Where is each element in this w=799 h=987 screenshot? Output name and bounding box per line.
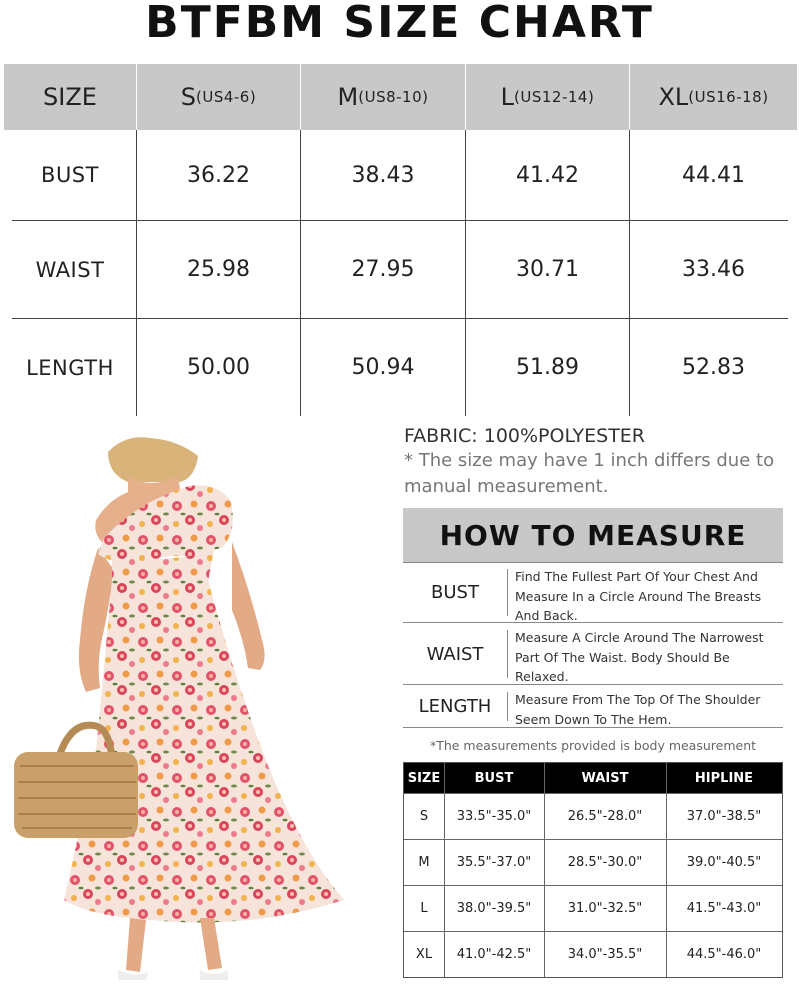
measure-label: LENGTH bbox=[418, 696, 492, 717]
table-row bbox=[404, 931, 782, 977]
body-table-header bbox=[404, 763, 782, 793]
size-header-xl bbox=[630, 64, 797, 130]
table-cell: 52.83 bbox=[682, 355, 745, 380]
table-cell: 33.46 bbox=[682, 257, 745, 282]
size-header-l-sub: (US12-14) bbox=[514, 88, 595, 106]
table-cell: XL bbox=[415, 947, 433, 962]
table-cell: 44.41 bbox=[682, 162, 745, 188]
table-cell: 25.98 bbox=[187, 257, 250, 282]
divider bbox=[507, 630, 508, 678]
table-row-length bbox=[4, 319, 797, 416]
table-row bbox=[404, 793, 782, 839]
row-label: LENGTH bbox=[26, 355, 114, 380]
table-cell: 36.22 bbox=[187, 162, 250, 188]
table-row bbox=[404, 839, 782, 885]
header-bust: BUST bbox=[474, 770, 514, 786]
measurement-note: *The measurements provided is body measurement bbox=[429, 738, 757, 753]
table-cell: 38.0"-39.5" bbox=[456, 901, 532, 916]
size-chart-header bbox=[4, 64, 797, 130]
table-cell: L bbox=[420, 901, 428, 916]
size-header-xl-main: XL bbox=[658, 83, 689, 111]
row-label: WAIST bbox=[35, 257, 105, 282]
table-cell: 41.42 bbox=[516, 162, 579, 188]
body-measurement-table bbox=[403, 762, 783, 978]
divider bbox=[507, 692, 508, 721]
divider bbox=[507, 569, 508, 616]
column-divider bbox=[544, 763, 545, 977]
column-divider bbox=[666, 763, 667, 977]
fabric-content: FABRIC: 100%POLYESTER bbox=[404, 425, 646, 447]
table-cell: 35.5"-37.0" bbox=[456, 855, 532, 870]
table-cell: 28.5"-30.0" bbox=[567, 855, 643, 870]
size-header-m-sub: (US8-10) bbox=[358, 88, 429, 106]
table-cell: 26.5"-28.0" bbox=[567, 809, 643, 824]
measure-row-bust bbox=[403, 562, 783, 623]
fabric-info bbox=[404, 424, 796, 500]
measure-label: WAIST bbox=[426, 643, 484, 665]
size-header-xl-sub: (US16-18) bbox=[688, 88, 769, 106]
table-cell: 31.0"-32.5" bbox=[567, 901, 643, 916]
size-header-m bbox=[301, 64, 465, 130]
table-cell: M bbox=[418, 855, 430, 870]
table-cell: 51.89 bbox=[516, 355, 579, 380]
column-divider bbox=[444, 763, 445, 977]
measure-label: BUST bbox=[431, 582, 479, 603]
table-cell: 27.95 bbox=[351, 257, 415, 282]
row-label: BUST bbox=[41, 163, 99, 187]
how-to-measure-title: HOW TO MEASURE bbox=[403, 508, 783, 562]
table-cell: S bbox=[419, 809, 429, 824]
size-disclaimer: * The size may have 1 inch differs due to manual measurement. bbox=[404, 450, 775, 497]
size-header-m-main: M bbox=[337, 83, 359, 111]
measure-description: Measure From The Top Of The Shoulder Seem Down To The Hem. bbox=[515, 692, 761, 727]
size-header-s-main: S bbox=[180, 83, 196, 111]
size-header-l-main: L bbox=[500, 83, 515, 111]
table-cell: 34.0"-35.5" bbox=[567, 947, 643, 962]
size-header-s-sub: (US4-6) bbox=[196, 88, 257, 106]
measure-description: Find The Fullest Part Of Your Chest And Measure In a Circle Around The Breasts And Back. bbox=[515, 569, 762, 623]
header-waist: WAIST bbox=[581, 770, 629, 786]
table-cell: 50.00 bbox=[187, 355, 250, 380]
table-cell: 37.0"-38.5" bbox=[686, 809, 762, 824]
size-chart-table bbox=[4, 64, 797, 416]
table-cell: 44.5"-46.0" bbox=[686, 947, 762, 962]
table-cell: 30.71 bbox=[516, 257, 579, 282]
table-cell: 50.94 bbox=[351, 355, 415, 380]
size-header-l bbox=[466, 64, 629, 130]
size-header-s bbox=[137, 64, 300, 130]
table-cell: 41.5"-43.0" bbox=[686, 901, 762, 916]
table-cell: 33.5"-35.0" bbox=[456, 809, 532, 824]
table-row-bust bbox=[4, 130, 797, 220]
table-row-waist bbox=[4, 221, 797, 318]
table-cell: 38.43 bbox=[351, 162, 415, 188]
size-header-label: SIZE bbox=[43, 83, 97, 111]
page-title: BTFBM SIZE CHART bbox=[145, 0, 654, 48]
table-cell: 39.0"-40.5" bbox=[686, 855, 762, 870]
table-cell: 41.0"-42.5" bbox=[456, 947, 532, 962]
measure-row-length bbox=[403, 686, 783, 728]
header-hipline: HIPLINE bbox=[694, 770, 754, 786]
measure-row-waist bbox=[403, 624, 783, 685]
product-photo bbox=[0, 430, 390, 987]
measure-description: Measure A Circle Around The Narrowest Part Of The Waist. Body Should Be Relaxed. bbox=[515, 630, 764, 684]
header-size: SIZE bbox=[407, 770, 441, 786]
table-row bbox=[404, 885, 782, 931]
